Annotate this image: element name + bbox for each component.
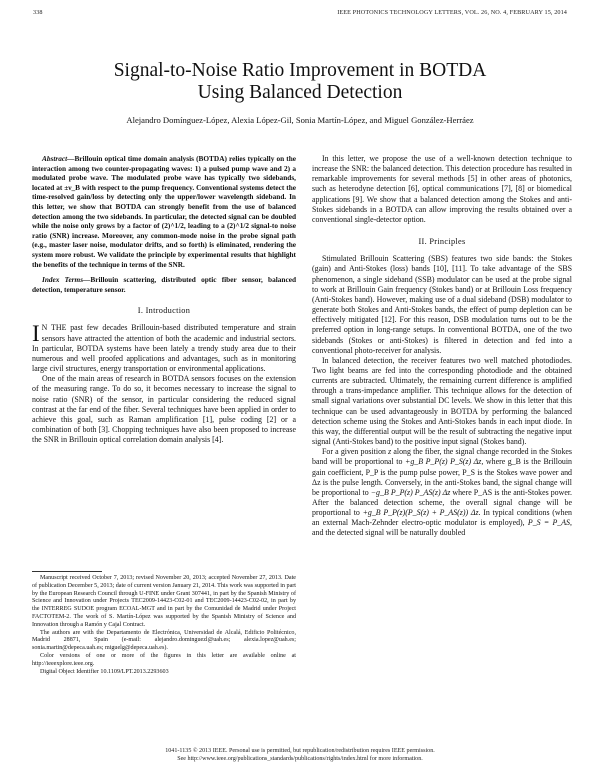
title-line-2: Using Balanced Detection [197, 82, 403, 103]
title-line-1: Signal-to-Noise Ratio Improvement in BOTDA [113, 60, 487, 81]
copyright-footer [30, 747, 570, 763]
abstract [32, 154, 296, 269]
section-heading-introduction: I. Introduction [137, 306, 191, 316]
footnote-doi: Digital Object Identifier 10.1109/LPT.2013.2293603 [40, 668, 169, 675]
footnote-affiliation: The authors are with the Departamento de Electrónica, Universidad de Alcalá, Edificio Politécnico, Madrid 28871, Spain (e-mail: alejandro.dominguezl@uah.es; alexia.lopez@uah.es; sonia.martin@depeca.uah.es; miguelg@depeca.uah.es). [32, 629, 296, 652]
section-heading-principles: II. Principles [418, 237, 466, 247]
index-terms [32, 275, 296, 294]
paper-title [40, 60, 560, 104]
page-number: 338 [33, 9, 43, 16]
intro-paragraph-3: In this letter, we propose the use of a well-known detection technique to increase the SNR: the balanced detection. This detection procedure has resulted in remarkable improvements for several methods [5] in other areas of photonics, such as heterodyne detection [6], optical communications [7], [8] or biomedical applications [9]. We show that a balanced detection among the Stokes and anti-Stokes sidebands in a BOTDA can allow improving the results obtained over a conventional single-detector option. [312, 154, 572, 224]
abstract-label: Abstract— [42, 154, 75, 163]
equation-stokes-signal: +g_B P_P(z) P_S(z) Δz [405, 457, 482, 467]
copyright-line: 1041-1135 © 2013 IEEE. Personal use is permitted, but republication/redistribution requires IEEE permission. [165, 748, 435, 754]
footnotes [32, 571, 296, 676]
p3-part-f: , and the detected signal will be naturally doubled [312, 518, 572, 538]
equation-power-equality: P_S = P_AS [527, 518, 571, 528]
index-terms-text: Brillouin scattering, distributed optic fiber sensor, balanced detection, temperature sensor. [32, 275, 296, 294]
intro-paragraph-2: One of the main areas of research in BOTDA sensors focuses on the extension of the measuring range. To do so, it becomes necessary to increase the signal to noise ratio (SNR) of the sensor, in particular considering the reduced signal contrast at the far end of the fiber. Several techniques have been applied in order to achieve this goal, such as Raman amplification [1], pulse coding [2] or a combination of both [3]. Chopping techniques have also been proposed to increase the SNR in Brillouin optical correlation domain analysis [4]. [32, 374, 296, 445]
rights-line: See http://www.ieee.org/publications_standards/publications/rights/index.html for more information. [177, 756, 423, 763]
left-column [32, 154, 296, 445]
p3-part-c: , where g_B is the Brillouin gain coefficient, P_P is the pump pulse power, P_S is the Stokes wave power and Δz is the pulse length. Conversely, in the anti-Stokes band, the signal change will be proportional to [312, 457, 572, 497]
p3-part-d: where P_AS is the anti-Stokes power. After the balanced detection scheme, the overall signal change will be proportional to [312, 487, 572, 518]
dropcap-letter: I [32, 321, 40, 347]
p3-part-b: along the fiber, the signal change recorded in the Stokes band will be proportional to [312, 447, 572, 467]
right-column [312, 154, 572, 539]
equation-antistokes-signal: −g_B P_P(z) P_AS(z) Δz [370, 487, 451, 497]
author-list: Alejandro Domínguez-López, Alexia López-Gil, Sonia Martín-López, and Miguel González-Herráez [126, 115, 474, 125]
p3-part-e: . In typical conditions (when an external Mach-Zehnder electro-optic modulator is employed), [312, 508, 573, 528]
footnote-manuscript: Manuscript received October 7, 2013; revised November 20, 2013; accepted November 27, 2013. Date of publication December 5, 2013; date of current version January 21, 2014. This work was supported in part by the European Research Council through U-FINE under Grant 307441, in part by the Spanish Ministry of Science and Innovation under Projects TEC2009-14423-C02-01 and TEC2009-14423-C02-02, in part by the INTERREG SUDOE program ECOAL-MGT and in part by the Comunidad de Madrid under Project FACTOTEM-2. The work of S. Martín-López was supported by the Spanish Ministry of Science and Innovation through a Ramón y Cajal Contract. [32, 575, 296, 628]
intro-paragraph-1 [32, 323, 296, 374]
principles-paragraph-2: In balanced detection, the receiver features two well matched photodiodes. Two light beams are fed into the corresponding photodiode and the obtained currents are subtracted. Ultimately, the remaining current difference is amplified through a trans-impedance amplifier. This technique allows for the detection of small signal variations over substantial DC levels. We show in this letter that this technique can be used advantageously in BOTDA by performing the balanced detection scheme using the Stokes and Anti-Stokes bands in each input diode. In this way, the differential output will be the result of subtracting the negative input signal (Anti-Stokes band) to the positive input signal (Stokes band). [312, 355, 572, 447]
p3-variable-z: z [388, 447, 392, 457]
footnote-rule [32, 571, 102, 572]
abstract-text: Brillouin optical time domain analysis (BOTDA) relies typically on the interaction among two counter-propagating waves: 1) a pulsed pump wave and 2) a modulated probe wave. The modulated probe wave has typically two sidebands, located at ±ν_B with respect to the pump frequency. Conventional systems detect the time-resolved gain/loss by detecting only the upper/lower wavelength sideband. In this letter, we show that BOTDA can strongly benefit from the use of balanced detection among the two sidebands. In particular, the detected signal can be doubled while the noise only grows by a factor of (2)^1/2, leading to a (2)^1/2 signal-to noise ratio (SNR) increase. Moreover, any common-mode noise in the probe signal path (e.g., master laser noise, modulator drifts, and so forth) is eliminated, rendering the system more robust. We validate the principle by experimental results that highlight the benefits of the technique in terms of the SNR. [32, 154, 296, 269]
footnote-color: Color versions of one or more of the figures in this letter are available online at http://ieeexplore.ieee.org. [32, 652, 296, 667]
index-terms-label: Index Terms— [42, 275, 91, 285]
intro-paragraph-1-text: N THE past few decades Brillouin-based distributed temperature and strain sensors have attracted the attention of both the academic and industrial sectors. In particular, BOTDA systems have been lately a trendy study area due to their numerous and well proofed applications and advantages, such as in monitoring large civil structures, energy transportation or environmental applications. [32, 323, 296, 374]
equation-balanced-signal: +g_B P_P(z)(P_S(z) + P_AS(z)) Δz [362, 508, 479, 518]
journal-name: IEEE PHOTONICS TECHNOLOGY LETTERS, VOL. 26, NO. 4, FEBRUARY 15, 2014 [337, 9, 567, 16]
principles-paragraph-1: Stimulated Brillouin Scattering (SBS) features two side bands: the Stokes (gain) and Anti-Stokes (loss) bands [10], [11]. To take advantage of the SBS phenomenon, a single sideband (SSB) modulator can be used at the probe signal to work at Brillouin Gain frequency (Stokes band) or at Brillouin Loss frequency (Anti-Stokes band). However, making use of a dual sideband (DSB) modulator to generate both Stokes and Anti-Stokes bands, the effect of pump depletion can be effectively mitigated [12]. For this reason, DSB modulation turns out to be the preferred option in long-range setups. In conventional BOTDA, one of the two sidebands (Stokes or anti-Stokes) is filtered in detection and fed into a conventional photo-receiver for analysis. [312, 254, 572, 355]
principles-paragraph-3 [312, 447, 572, 538]
p3-part-a: For a given position [322, 447, 389, 457]
